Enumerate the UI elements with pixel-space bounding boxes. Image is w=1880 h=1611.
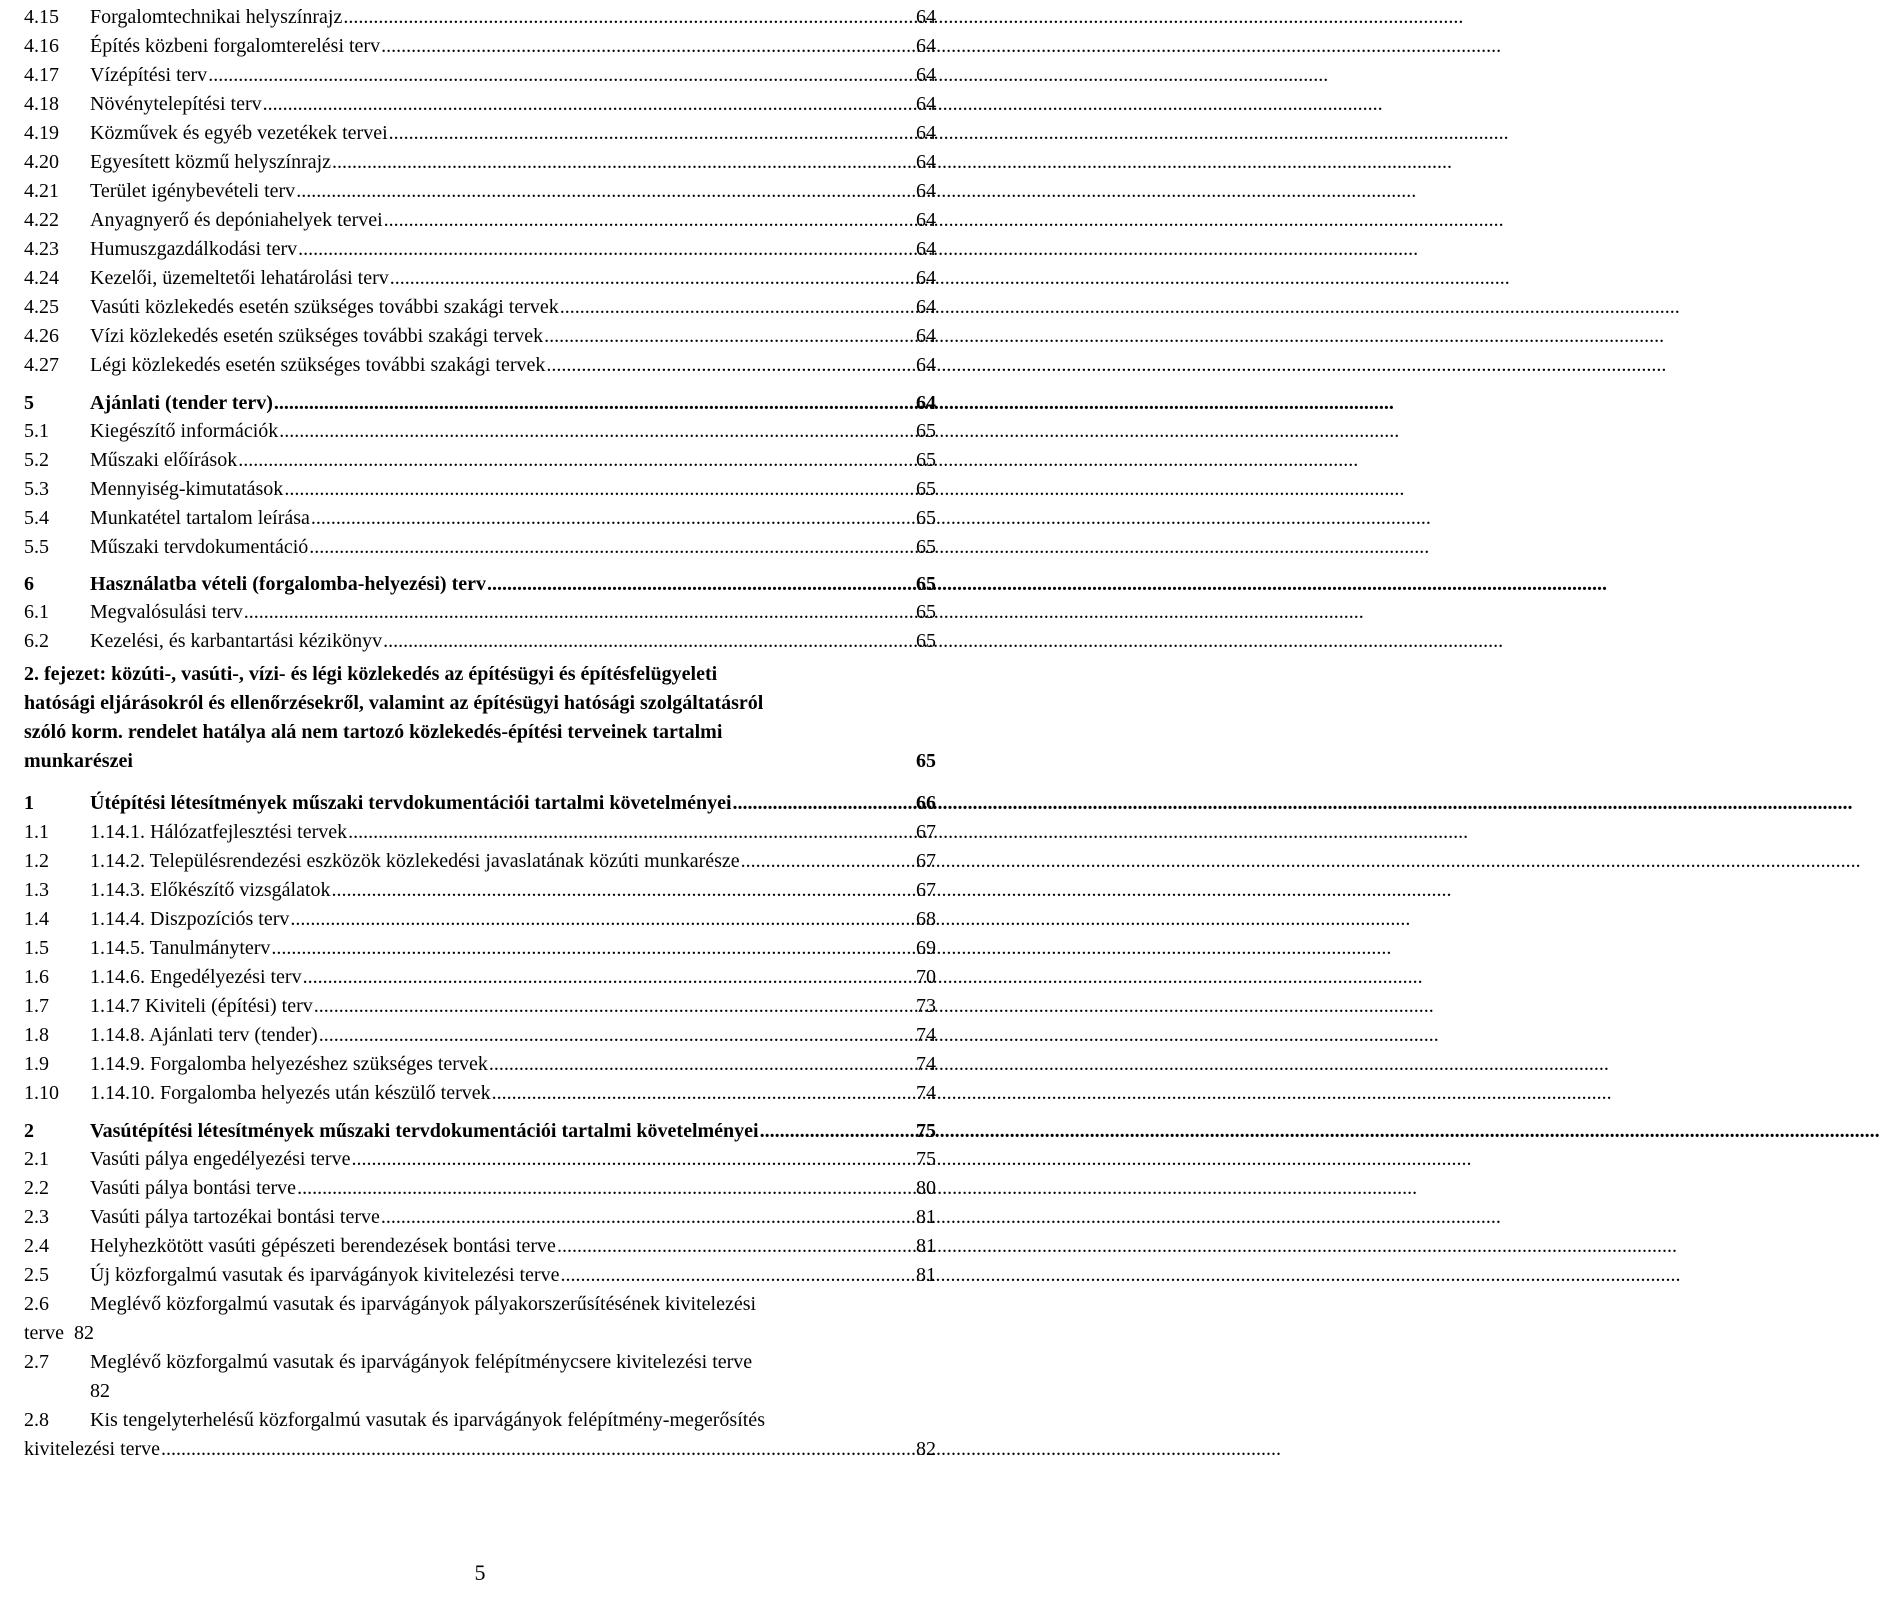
toc-entry-title: 1.14.3. Előkészítő vizsgálatok [90, 879, 331, 901]
dot-leader [390, 266, 915, 290]
toc-entry-page: 70 [916, 966, 936, 988]
toc-entry[interactable] [24, 1142, 936, 1171]
toc-entry-title: Vízi közlekedés esetén szükséges további szakági tervek [90, 325, 544, 347]
toc-entry[interactable] [24, 786, 936, 815]
toc-entry-title: Új közforgalmú vasutak és iparvágányok kivitelezési terve [90, 1264, 560, 1286]
dot-leader [389, 121, 915, 145]
dot-leader [314, 994, 915, 1018]
dot-leader [297, 1176, 915, 1200]
toc-entry-number: 4.18 [24, 93, 59, 115]
toc-entry-page: 82 [90, 1380, 110, 1402]
toc-entry-title: 1.14.10. Forgalomba helyezés után készülő tervek [90, 1082, 491, 1104]
toc-entry-number: 1.4 [24, 908, 49, 930]
toc-entry-page: 65 [916, 478, 936, 500]
toc-entry-title: Útépítési létesítmények műszaki tervdokumentációi tartalmi követelményei [90, 792, 732, 814]
toc-entry-title: Kis tengelyterhelésű közforgalmú vasutak és iparvágányok felépítmény-megerősítés [90, 1409, 765, 1431]
toc-entry-title: Kiegészítő információk [90, 420, 279, 442]
toc-entry-page: 65 [916, 507, 936, 529]
toc-entry-title: Közművek és egyéb vezetékek tervei [90, 122, 388, 144]
toc-entry-title: 1.14.5. Tanulmányterv [90, 937, 271, 959]
toc-entry-page: 64 [916, 6, 936, 28]
toc-entry-number: 4.15 [24, 6, 59, 28]
toc-entry[interactable] [24, 319, 936, 348]
toc-entry-title: Műszaki előírások [90, 449, 238, 471]
dot-leader [546, 353, 915, 377]
dot-leader [384, 208, 915, 232]
chapter-heading-last-line [24, 747, 936, 776]
toc-entry-number: 2.6 [24, 1293, 49, 1315]
chapter-heading[interactable] [24, 660, 936, 776]
toc-entry[interactable] [24, 1258, 936, 1287]
toc-entry-number: 5.5 [24, 536, 49, 558]
toc-entry-page: 64 [916, 93, 936, 115]
toc-entry[interactable] [24, 844, 936, 873]
toc-entry-page: 82 [73, 1322, 94, 1344]
toc-entry-page: 64 [916, 325, 936, 347]
toc-entry[interactable] [24, 58, 936, 87]
toc-entry[interactable] [24, 1287, 936, 1316]
toc-entry-title: Vasúti pálya bontási terve [90, 1177, 297, 1199]
toc-entry-page: 75 [916, 1120, 936, 1142]
toc-entry-number: 4.16 [24, 35, 59, 57]
toc-entry-title: Munkatétel tartalom leírása [90, 507, 310, 529]
chapter-heading-line: szóló korm. rendelet hatálya alá nem tartozó közlekedés-építési terveinek tartalmi [24, 721, 723, 743]
toc-entry[interactable] [24, 0, 936, 29]
toc-entry-title: Vasútépítési létesítmények műszaki tervdokumentációi tartalmi követelményei [90, 1120, 759, 1142]
dot-leader [383, 629, 915, 653]
toc-entry[interactable] [24, 530, 936, 559]
toc-entry-page: 64 [916, 180, 936, 202]
chapter-heading-title-end: munkarészei [24, 750, 133, 772]
toc-entry-page: 69 [916, 937, 936, 959]
toc-entry[interactable] [24, 87, 936, 116]
toc-entry-title: 1.14.8. Ajánlati terv (tender) [90, 1024, 318, 1046]
toc-entry[interactable] [24, 902, 936, 931]
toc-entry-page: 64 [916, 209, 936, 231]
toc-entry[interactable] [24, 931, 936, 960]
dot-leader [290, 907, 915, 931]
toc-entry[interactable] [24, 386, 936, 415]
toc-entry-number: 4.26 [24, 325, 59, 347]
toc-entry-title: Megvalósulási terv [90, 601, 243, 623]
toc-entry-title: Vasúti pálya tartozékai bontási terve [90, 1206, 380, 1228]
dot-leader [760, 1119, 915, 1143]
toc-entry-number: 5.3 [24, 478, 49, 500]
dot-leader [381, 1205, 915, 1229]
toc-entry[interactable] [24, 595, 936, 624]
toc-entry-number: 2.2 [24, 1177, 49, 1199]
toc-entry-page: 68 [916, 908, 936, 930]
toc-entry-number: 4.23 [24, 238, 59, 260]
toc-entry-title: 1.14.6. Engedélyezési terv [90, 966, 302, 988]
toc-entry-page: 81 [916, 1206, 936, 1228]
dot-leader [544, 324, 915, 348]
toc-entry-title: Mennyiség-kimutatások [90, 478, 284, 500]
dot-leader [296, 179, 915, 203]
toc-entry[interactable] [24, 989, 936, 1018]
toc-entry-number: 5 [24, 392, 34, 414]
toc-entry[interactable] [24, 960, 936, 989]
toc-entry-page: 73 [916, 995, 936, 1017]
dot-leader [311, 506, 915, 530]
dot-leader [489, 1052, 915, 1076]
toc-entry-page: 66 [916, 792, 936, 814]
toc-entry-title: 1.14.2. Településrendezési eszközök közlekedési javaslatának közúti munkarésze [90, 850, 740, 872]
toc-entry-title: Növénytelepítési terv [90, 93, 262, 115]
toc-entry-number: 2.7 [24, 1351, 49, 1373]
toc-entry-page: 74 [916, 1082, 936, 1104]
toc-entry[interactable] [24, 145, 936, 174]
dot-leader [274, 391, 915, 415]
toc-entry[interactable] [24, 472, 936, 501]
dot-leader [487, 572, 915, 596]
toc-entry-title: Meglévő közforgalmú vasutak és iparvágányok felépítménycsere kivitelezési terve [90, 1351, 753, 1373]
toc-entry[interactable] [24, 1229, 936, 1258]
chapter-heading-page: 65 [916, 750, 936, 772]
toc-entry-page: 64 [916, 296, 936, 318]
toc-entry-title: Helyhezkötött vasúti gépészeti berendezések bontási terve [90, 1235, 556, 1257]
toc-entry-number: 1.7 [24, 995, 49, 1017]
dot-leader [271, 936, 915, 960]
toc-entry-page: 64 [916, 122, 936, 144]
toc-entry[interactable] [24, 414, 936, 443]
toc-entry-page: 64 [916, 238, 936, 260]
toc-entry-number: 4.19 [24, 122, 59, 144]
toc-entry-title: Kezelési, és karbantartási kézikönyv [90, 630, 383, 652]
toc-entry-number: 2.8 [24, 1409, 49, 1431]
dot-leader [263, 92, 915, 116]
toc-entry-title: Meglévő közforgalmú vasutak és iparvágányok pályakorszerűsítésének kivitelezési [90, 1293, 757, 1315]
toc-entry-title: Építés közbeni forgalomterelési terv [90, 35, 381, 57]
toc-entry-number: 6.2 [24, 630, 49, 652]
toc-entry-page: 74 [916, 1053, 936, 1075]
toc-entry-number: 4.17 [24, 64, 59, 86]
dot-leader [284, 477, 915, 501]
toc-entry-title: Vízépítési terv [90, 64, 208, 86]
dot-leader [343, 5, 915, 29]
toc-entry-title: Anyagnyerő és depóniahelyek tervei [90, 209, 383, 231]
page-number: 5 [474, 1560, 486, 1585]
toc-entry-page: 82 [916, 1438, 936, 1460]
toc-entry-number: 1.10 [24, 1082, 59, 1104]
dot-leader [492, 1081, 915, 1105]
toc-entry-title: Használatba vételi (forgalomba-helyezési) terv [90, 573, 487, 595]
toc-entry-number: 2 [24, 1120, 34, 1142]
toc-entry-number: 1.1 [24, 821, 49, 843]
toc-entry-page: 65 [916, 449, 936, 471]
toc-entry-page: 67 [916, 850, 936, 872]
toc-entry-number: 5.1 [24, 420, 49, 442]
toc-entry-number: 2.3 [24, 1206, 49, 1228]
toc-entry[interactable] [24, 174, 936, 203]
toc-entry[interactable] [24, 1171, 936, 1200]
toc-entry-number: 1.3 [24, 879, 49, 901]
toc-entry-continuation [24, 1374, 936, 1403]
toc-entry-number: 1.2 [24, 850, 49, 872]
toc-entry-title: Terület igénybevételi terv [90, 180, 296, 202]
toc-entry-number: 5.2 [24, 449, 49, 471]
toc-entry[interactable] [24, 1114, 936, 1143]
toc-entry[interactable] [24, 1403, 936, 1432]
toc-entry-number: 4.24 [24, 267, 59, 289]
toc-entry[interactable] [24, 1047, 936, 1076]
toc-entry[interactable] [24, 232, 936, 261]
toc-entry-page: 65 [916, 601, 936, 623]
toc-entry-title: 1.14.4. Diszpozíciós terv [90, 908, 290, 930]
dot-leader [560, 295, 915, 319]
toc-entry[interactable] [24, 116, 936, 145]
toc-entry-page: 67 [916, 821, 936, 843]
dot-leader [351, 1147, 915, 1171]
toc-entry-number: 1.9 [24, 1053, 49, 1075]
toc-entry[interactable] [24, 203, 936, 232]
toc-entry-title: Egyesített közmű helyszínrajz [90, 151, 332, 173]
toc-entry-number: 4.21 [24, 180, 59, 202]
dot-leader [332, 878, 915, 902]
dot-leader [560, 1263, 915, 1287]
toc-entry-page: 64 [916, 392, 936, 414]
toc-entry-page: 65 [916, 630, 936, 652]
toc-entry[interactable] [24, 501, 936, 530]
dot-leader [309, 535, 915, 559]
toc-entry-title: Műszaki tervdokumentáció [90, 536, 309, 558]
toc-entry-page: 81 [916, 1235, 936, 1257]
toc-entry-page: 64 [916, 64, 936, 86]
toc-entry-page: 64 [916, 267, 936, 289]
toc-entry[interactable] [24, 815, 936, 844]
toc-entry[interactable] [24, 261, 936, 290]
toc-entry-number: 4.27 [24, 354, 59, 376]
toc-entry-page: 64 [916, 354, 936, 376]
toc-entry-page: 75 [916, 1148, 936, 1170]
toc-entry-title-continued: terve [24, 1322, 64, 1344]
toc-entry[interactable] [24, 1018, 936, 1047]
toc-entry[interactable] [24, 1076, 936, 1105]
dot-leader [208, 63, 915, 87]
toc-entry-number: 2.1 [24, 1148, 49, 1170]
chapter-heading-line: hatósági eljárásokról és ellenőrzésekről, valamint az építésügyi hatósági szolgáltatásról [24, 692, 764, 714]
toc-entry-number: 2.4 [24, 1235, 49, 1257]
toc-entry-number: 6 [24, 573, 34, 595]
toc-entry[interactable] [24, 443, 936, 472]
toc-entry-page: 65 [916, 573, 936, 595]
toc-entry-continuation [24, 1432, 936, 1461]
dot-leader [161, 1437, 915, 1461]
toc-entry-title: 1.14.7 Kiviteli (építési) terv [90, 995, 313, 1017]
toc-entry[interactable] [24, 873, 936, 902]
toc-entry-page: 80 [916, 1177, 936, 1199]
toc-entry[interactable] [24, 624, 936, 653]
toc-entry-page: 64 [916, 35, 936, 57]
toc-entry-number: 1.8 [24, 1024, 49, 1046]
toc-entry-title-continued: kivitelezési terve [24, 1438, 161, 1460]
toc-entry-number: 1.5 [24, 937, 49, 959]
dot-leader [279, 419, 915, 443]
toc-entry[interactable] [24, 1345, 936, 1374]
dot-leader [238, 448, 915, 472]
toc-entry-title: Ajánlati (tender terv) [90, 392, 273, 414]
toc-entry-title: Forgalomtechnikai helyszínrajz [90, 6, 343, 28]
toc-entry-page: 74 [916, 1024, 936, 1046]
toc-entry-continuation [24, 1316, 936, 1345]
toc-entry-number: 1 [24, 792, 34, 814]
toc-entry-number: 6.1 [24, 601, 49, 623]
toc-entry-title: Kezelői, üzemeltetői lehatárolási terv [90, 267, 389, 289]
dot-leader [557, 1234, 915, 1258]
toc-entry-page: 64 [916, 151, 936, 173]
toc-entry-page: 65 [916, 420, 936, 442]
dot-leader [319, 1023, 915, 1047]
toc-entry-page: 67 [916, 879, 936, 901]
dot-leader [332, 150, 915, 174]
toc-entry-number: 4.20 [24, 151, 59, 173]
toc-entry-page: 65 [916, 536, 936, 558]
toc-entry[interactable] [24, 1200, 936, 1229]
toc-entry[interactable] [24, 567, 936, 596]
toc-entry-number: 4.22 [24, 209, 59, 231]
toc-entry-title: Humuszgazdálkodási terv [90, 238, 298, 260]
dot-leader [244, 600, 915, 624]
toc-entry-number: 4.25 [24, 296, 59, 318]
toc-entry-title: Légi közlekedés esetén szükséges további szakági tervek [90, 354, 546, 376]
toc-entry-page: 81 [916, 1264, 936, 1286]
toc-entry-number: 5.4 [24, 507, 49, 529]
toc-entry-title: Vasúti közlekedés esetén szükséges további szakági tervek [90, 296, 559, 318]
dot-leader [303, 965, 915, 989]
dot-leader [348, 820, 915, 844]
dot-leader [381, 34, 915, 58]
toc-entry-title: Vasúti pálya engedélyezési terve [90, 1148, 351, 1170]
toc-entry-number: 2.5 [24, 1264, 49, 1286]
toc-entry[interactable] [24, 290, 936, 319]
dot-leader [741, 849, 915, 873]
toc-entry[interactable] [24, 348, 936, 377]
dot-leader [733, 791, 915, 815]
chapter-heading-line: 2. fejezet: közúti-, vasúti-, vízi- és légi közlekedés az építésügyi és építésfelügyeleti [24, 663, 718, 685]
toc-entry-number: 1.6 [24, 966, 49, 988]
toc-entry[interactable] [24, 29, 936, 58]
toc-entry-title: 1.14.9. Forgalomba helyezéshez szükséges tervek [90, 1053, 488, 1075]
toc-entry-title: 1.14.1. Hálózatfejlesztési tervek [90, 821, 348, 843]
dot-leader [298, 237, 915, 261]
